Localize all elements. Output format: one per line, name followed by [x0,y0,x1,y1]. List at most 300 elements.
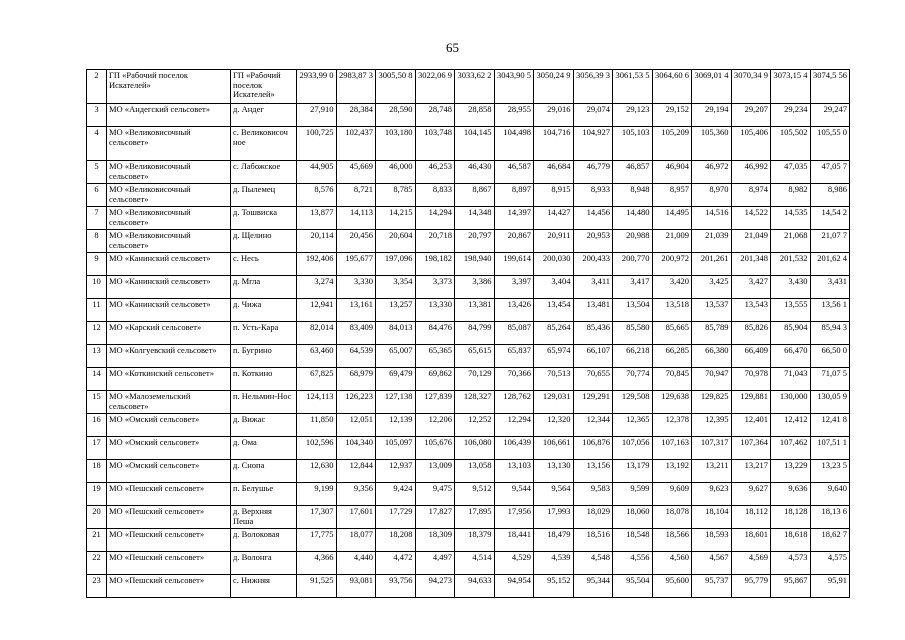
table-row [87,552,850,575]
value-cell: 95,867 [771,575,811,598]
value-cell: 70,129 [455,368,495,391]
value-cell: 9,599 [613,483,653,506]
value-cell: 9,627 [731,483,771,506]
value-cell: 107,462 [771,437,811,460]
value-cell: 9,544 [494,483,534,506]
row-number-cell: 8 [87,230,107,253]
value-cell: 2983,87 3 [336,70,376,104]
value-cell: 28,748 [415,104,455,127]
settlement-cell: д. Волоковая [231,529,297,552]
municipality-cell: МО «Пешский сельсовет» [107,506,231,529]
value-cell: 18,548 [613,529,653,552]
value-cell: 200,972 [652,253,692,276]
value-cell: 17,601 [336,506,376,529]
value-cell: 9,583 [573,483,613,506]
row-number-cell: 23 [87,575,107,598]
row-number-cell: 13 [87,345,107,368]
value-cell: 20,911 [534,230,574,253]
value-cell: 47,035 [771,161,811,184]
settlement-cell: п. Белушье [231,483,297,506]
value-cell: 70,366 [494,368,534,391]
value-cell: 67,825 [297,368,337,391]
value-cell: 29,194 [692,104,732,127]
value-cell: 13,211 [692,460,732,483]
table-row [87,299,850,322]
value-cell: 85,94 3 [810,322,850,345]
row-number-cell: 22 [87,552,107,575]
value-cell: 9,424 [376,483,416,506]
value-cell: 4,472 [376,552,416,575]
value-cell: 29,074 [573,104,613,127]
value-cell: 17,895 [455,506,495,529]
value-cell: 14,522 [731,207,771,230]
value-cell: 105,360 [692,127,732,161]
row-number-cell: 12 [87,322,107,345]
table-row [87,368,850,391]
value-cell: 3073,15 4 [771,70,811,104]
value-cell: 83,409 [336,322,376,345]
settlement-cell: д. Верхняя Пеша [231,506,297,529]
value-cell: 201,62 4 [810,253,850,276]
value-cell: 103,748 [415,127,455,161]
value-cell: 20,114 [297,230,337,253]
row-number-cell: 7 [87,207,107,230]
value-cell: 107,163 [652,437,692,460]
value-cell: 100,725 [297,127,337,161]
value-cell: 4,575 [810,552,850,575]
value-cell: 13,217 [731,460,771,483]
value-cell: 46,857 [613,161,653,184]
value-cell: 4,548 [573,552,613,575]
value-cell: 106,661 [534,437,574,460]
value-cell: 3,417 [613,276,653,299]
value-cell: 107,51 1 [810,437,850,460]
value-cell: 4,573 [771,552,811,575]
settlement-cell: д. Снопа [231,460,297,483]
municipality-cell: ГП «Рабочий поселок Искателей» [107,70,231,104]
settlement-cell: д. Волонга [231,552,297,575]
value-cell: 129,291 [573,391,613,414]
value-cell: 4,556 [613,552,653,575]
table-row [87,391,850,414]
value-cell: 192,406 [297,253,337,276]
value-cell: 2933,99 0 [297,70,337,104]
value-cell: 85,904 [771,322,811,345]
value-cell: 70,845 [652,368,692,391]
value-cell: 12,320 [534,414,574,437]
value-cell: 13,426 [494,299,534,322]
value-cell: 3,330 [336,276,376,299]
municipality-cell: МО «Колгуевский сельсовет» [107,345,231,368]
value-cell: 70,947 [692,368,732,391]
value-cell: 20,456 [336,230,376,253]
settlement-cell: д. Чижа [231,299,297,322]
value-cell: 3,373 [415,276,455,299]
value-cell: 20,604 [376,230,416,253]
value-cell: 17,307 [297,506,337,529]
value-cell: 84,013 [376,322,416,345]
table-row [87,414,850,437]
value-cell: 14,480 [613,207,653,230]
value-cell: 46,684 [534,161,574,184]
row-number-cell: 4 [87,127,107,161]
value-cell: 13,103 [494,460,534,483]
table-row [87,276,850,299]
value-cell: 18,566 [652,529,692,552]
settlement-cell: д. Тошвиска [231,207,297,230]
value-cell: 197,096 [376,253,416,276]
value-cell: 13,257 [376,299,416,322]
table-row [87,437,850,460]
value-cell: 4,440 [336,552,376,575]
municipality-cell: МО «Канинский сельсовет» [107,299,231,322]
value-cell: 17,775 [297,529,337,552]
value-cell: 20,797 [455,230,495,253]
value-cell: 103,180 [376,127,416,161]
value-cell: 66,409 [731,345,771,368]
value-cell: 3005,50 8 [376,70,416,104]
value-cell: 95,779 [731,575,771,598]
value-cell: 95,600 [652,575,692,598]
value-cell: 70,978 [731,368,771,391]
value-cell: 14,113 [336,207,376,230]
value-cell: 128,762 [494,391,534,414]
value-cell: 104,145 [455,127,495,161]
value-cell: 13,504 [613,299,653,322]
value-cell: 8,897 [494,184,534,207]
value-cell: 195,677 [336,253,376,276]
value-cell: 106,876 [573,437,613,460]
value-cell: 3,274 [297,276,337,299]
value-cell: 3033,62 2 [455,70,495,104]
value-cell: 18,029 [573,506,613,529]
value-cell: 12,252 [455,414,495,437]
value-cell: 28,955 [494,104,534,127]
value-cell: 27,910 [297,104,337,127]
value-cell: 13,518 [652,299,692,322]
value-cell: 20,953 [573,230,613,253]
municipality-cell: МО «Канинский сельсовет» [107,253,231,276]
municipality-cell: МО «Пешский сельсовет» [107,529,231,552]
value-cell: 47,05 7 [810,161,850,184]
value-cell: 105,502 [771,127,811,161]
value-cell: 18,104 [692,506,732,529]
value-cell: 4,539 [534,552,574,575]
value-cell: 3,420 [652,276,692,299]
municipality-cell: МО «Великовисочный сельсовет» [107,230,231,253]
value-cell: 124,113 [297,391,337,414]
settlement-cell: с. Нижняя [231,575,297,598]
value-cell: 3069,01 4 [692,70,732,104]
value-cell: 129,881 [731,391,771,414]
value-cell: 201,532 [771,253,811,276]
value-cell: 130,05 9 [810,391,850,414]
value-cell: 106,080 [455,437,495,460]
municipality-cell: МО «Омский сельсовет» [107,414,231,437]
value-cell: 46,992 [731,161,771,184]
value-cell: 13,877 [297,207,337,230]
value-cell: 93,081 [336,575,376,598]
value-cell: 9,636 [771,483,811,506]
value-cell: 8,576 [297,184,337,207]
value-cell: 18,441 [494,529,534,552]
value-cell: 18,309 [415,529,455,552]
value-cell: 66,380 [692,345,732,368]
value-cell: 3,404 [534,276,574,299]
value-cell: 28,384 [336,104,376,127]
table-row [87,483,850,506]
value-cell: 18,618 [771,529,811,552]
value-cell: 13,381 [455,299,495,322]
value-cell: 4,366 [297,552,337,575]
settlement-cell: с. Великовисоч ное [231,127,297,161]
value-cell: 106,439 [494,437,534,460]
value-cell: 14,348 [455,207,495,230]
value-cell: 200,433 [573,253,613,276]
value-cell: 8,933 [573,184,613,207]
value-cell: 12,378 [652,414,692,437]
value-cell: 104,716 [534,127,574,161]
value-cell: 14,535 [771,207,811,230]
settlement-cell: д. Вижас [231,414,297,437]
value-cell: 8,974 [731,184,771,207]
value-cell: 9,356 [336,483,376,506]
value-cell: 3043,90 5 [494,70,534,104]
value-cell: 13,56 1 [810,299,850,322]
value-cell: 105,097 [376,437,416,460]
value-cell: 85,436 [573,322,613,345]
value-cell: 95,91 [810,575,850,598]
value-cell: 4,560 [652,552,692,575]
value-cell: 200,030 [534,253,574,276]
value-cell: 20,867 [494,230,534,253]
municipality-cell: МО «Великовисочный сельсовет» [107,127,231,161]
value-cell: 8,970 [692,184,732,207]
value-cell: 13,156 [573,460,613,483]
value-cell: 12,844 [336,460,376,483]
value-cell: 93,756 [376,575,416,598]
value-cell: 44,905 [297,161,337,184]
settlement-cell: п. Усть-Кара [231,322,297,345]
table-row [87,70,850,104]
value-cell: 126,223 [336,391,376,414]
row-number-cell: 17 [87,437,107,460]
value-cell: 12,401 [731,414,771,437]
value-cell: 13,454 [534,299,574,322]
settlement-cell: д. Мгла [231,276,297,299]
value-cell: 46,587 [494,161,534,184]
value-cell: 14,427 [534,207,574,230]
value-cell: 201,348 [731,253,771,276]
value-cell: 9,640 [810,483,850,506]
table-row [87,207,850,230]
value-cell: 4,567 [692,552,732,575]
value-cell: 66,50 0 [810,345,850,368]
settlement-cell: ГП «Рабочий поселок Искателей» [231,70,297,104]
value-cell: 46,000 [376,161,416,184]
row-number-cell: 18 [87,460,107,483]
value-cell: 17,729 [376,506,416,529]
value-cell: 95,504 [613,575,653,598]
value-cell: 9,609 [652,483,692,506]
row-number-cell: 16 [87,414,107,437]
value-cell: 8,915 [534,184,574,207]
value-cell: 105,676 [415,437,455,460]
value-cell: 3074,5 56 [810,70,850,104]
value-cell: 201,261 [692,253,732,276]
value-cell: 105,103 [613,127,653,161]
municipality-cell: МО «Коткинский сельсовет» [107,368,231,391]
municipality-cell: МО «Великовисочный сельсовет» [107,184,231,207]
value-cell: 69,479 [376,368,416,391]
value-cell: 21,07 7 [810,230,850,253]
value-cell: 8,948 [613,184,653,207]
value-cell: 107,317 [692,437,732,460]
value-cell: 4,569 [731,552,771,575]
municipality-cell: МО «Омский сельсовет» [107,460,231,483]
table-row [87,322,850,345]
value-cell: 29,016 [534,104,574,127]
value-cell: 12,344 [573,414,613,437]
value-cell: 18,13 6 [810,506,850,529]
value-cell: 66,218 [613,345,653,368]
value-cell: 21,039 [692,230,732,253]
value-cell: 8,986 [810,184,850,207]
value-cell: 8,833 [415,184,455,207]
value-cell: 13,481 [573,299,613,322]
value-cell: 46,779 [573,161,613,184]
value-cell: 18,077 [336,529,376,552]
value-cell: 66,285 [652,345,692,368]
value-cell: 70,774 [613,368,653,391]
value-cell: 46,253 [415,161,455,184]
value-cell: 65,974 [534,345,574,368]
municipality-cell: МО «Малоземельский сельсовет» [107,391,231,414]
value-cell: 200,770 [613,253,653,276]
row-number-cell: 15 [87,391,107,414]
value-cell: 18,516 [573,529,613,552]
value-cell: 129,825 [692,391,732,414]
value-cell: 199,614 [494,253,534,276]
value-cell: 13,130 [534,460,574,483]
value-cell: 13,23 5 [810,460,850,483]
value-cell: 12,395 [692,414,732,437]
value-cell: 105,406 [731,127,771,161]
value-cell: 18,379 [455,529,495,552]
value-cell: 104,498 [494,127,534,161]
value-cell: 85,580 [613,322,653,345]
row-number-cell: 6 [87,184,107,207]
value-cell: 3,354 [376,276,416,299]
value-cell: 65,837 [494,345,534,368]
value-cell: 9,199 [297,483,337,506]
value-cell: 85,789 [692,322,732,345]
value-cell: 3050,24 9 [534,70,574,104]
value-cell: 105,209 [652,127,692,161]
value-cell: 104,340 [336,437,376,460]
value-cell: 102,437 [336,127,376,161]
table-row [87,127,850,161]
table-row [87,345,850,368]
value-cell: 13,537 [692,299,732,322]
value-cell: 14,294 [415,207,455,230]
value-cell: 14,215 [376,207,416,230]
value-cell: 9,623 [692,483,732,506]
value-cell: 18,593 [692,529,732,552]
value-cell: 107,364 [731,437,771,460]
value-cell: 8,982 [771,184,811,207]
value-cell: 14,397 [494,207,534,230]
value-cell: 94,633 [455,575,495,598]
value-cell: 9,475 [415,483,455,506]
value-cell: 66,107 [573,345,613,368]
value-cell: 12,051 [336,414,376,437]
value-cell: 20,988 [613,230,653,253]
municipality-cell: МО «Омский сельсовет» [107,437,231,460]
table-row [87,575,850,598]
value-cell: 85,087 [494,322,534,345]
municipality-cell: МО «Пешский сельсовет» [107,483,231,506]
value-cell: 71,043 [771,368,811,391]
value-cell: 14,495 [652,207,692,230]
value-cell: 46,904 [652,161,692,184]
value-cell: 28,858 [455,104,495,127]
value-cell: 3056,39 3 [573,70,613,104]
value-cell: 84,476 [415,322,455,345]
value-cell: 17,993 [534,506,574,529]
value-cell: 8,957 [652,184,692,207]
value-cell: 3,430 [771,276,811,299]
value-cell: 13,192 [652,460,692,483]
row-number-cell: 9 [87,253,107,276]
value-cell: 91,525 [297,575,337,598]
value-cell: 29,247 [810,104,850,127]
value-cell: 127,839 [415,391,455,414]
value-cell: 18,112 [731,506,771,529]
value-cell: 104,927 [573,127,613,161]
value-cell: 69,862 [415,368,455,391]
value-cell: 94,954 [494,575,534,598]
value-cell: 4,514 [455,552,495,575]
value-cell: 198,182 [415,253,455,276]
value-cell: 17,827 [415,506,455,529]
value-cell: 29,234 [771,104,811,127]
value-cell: 8,785 [376,184,416,207]
value-cell: 102,596 [297,437,337,460]
municipality-cell: МО «Канинский сельсовет» [107,276,231,299]
settlement-cell: д. Андег [231,104,297,127]
value-cell: 12,937 [376,460,416,483]
value-cell: 4,497 [415,552,455,575]
table-row [87,184,850,207]
row-number-cell: 5 [87,161,107,184]
value-cell: 65,007 [376,345,416,368]
value-cell: 3,431 [810,276,850,299]
value-cell: 94,273 [415,575,455,598]
value-cell: 64,539 [336,345,376,368]
value-cell: 3,427 [731,276,771,299]
value-cell: 129,638 [652,391,692,414]
value-cell: 8,867 [455,184,495,207]
value-cell: 9,564 [534,483,574,506]
row-number-cell: 14 [87,368,107,391]
value-cell: 65,615 [455,345,495,368]
value-cell: 3,425 [692,276,732,299]
row-number-cell: 21 [87,529,107,552]
settlement-cell: п. Бугрино [231,345,297,368]
value-cell: 14,54 2 [810,207,850,230]
value-cell: 3,411 [573,276,613,299]
